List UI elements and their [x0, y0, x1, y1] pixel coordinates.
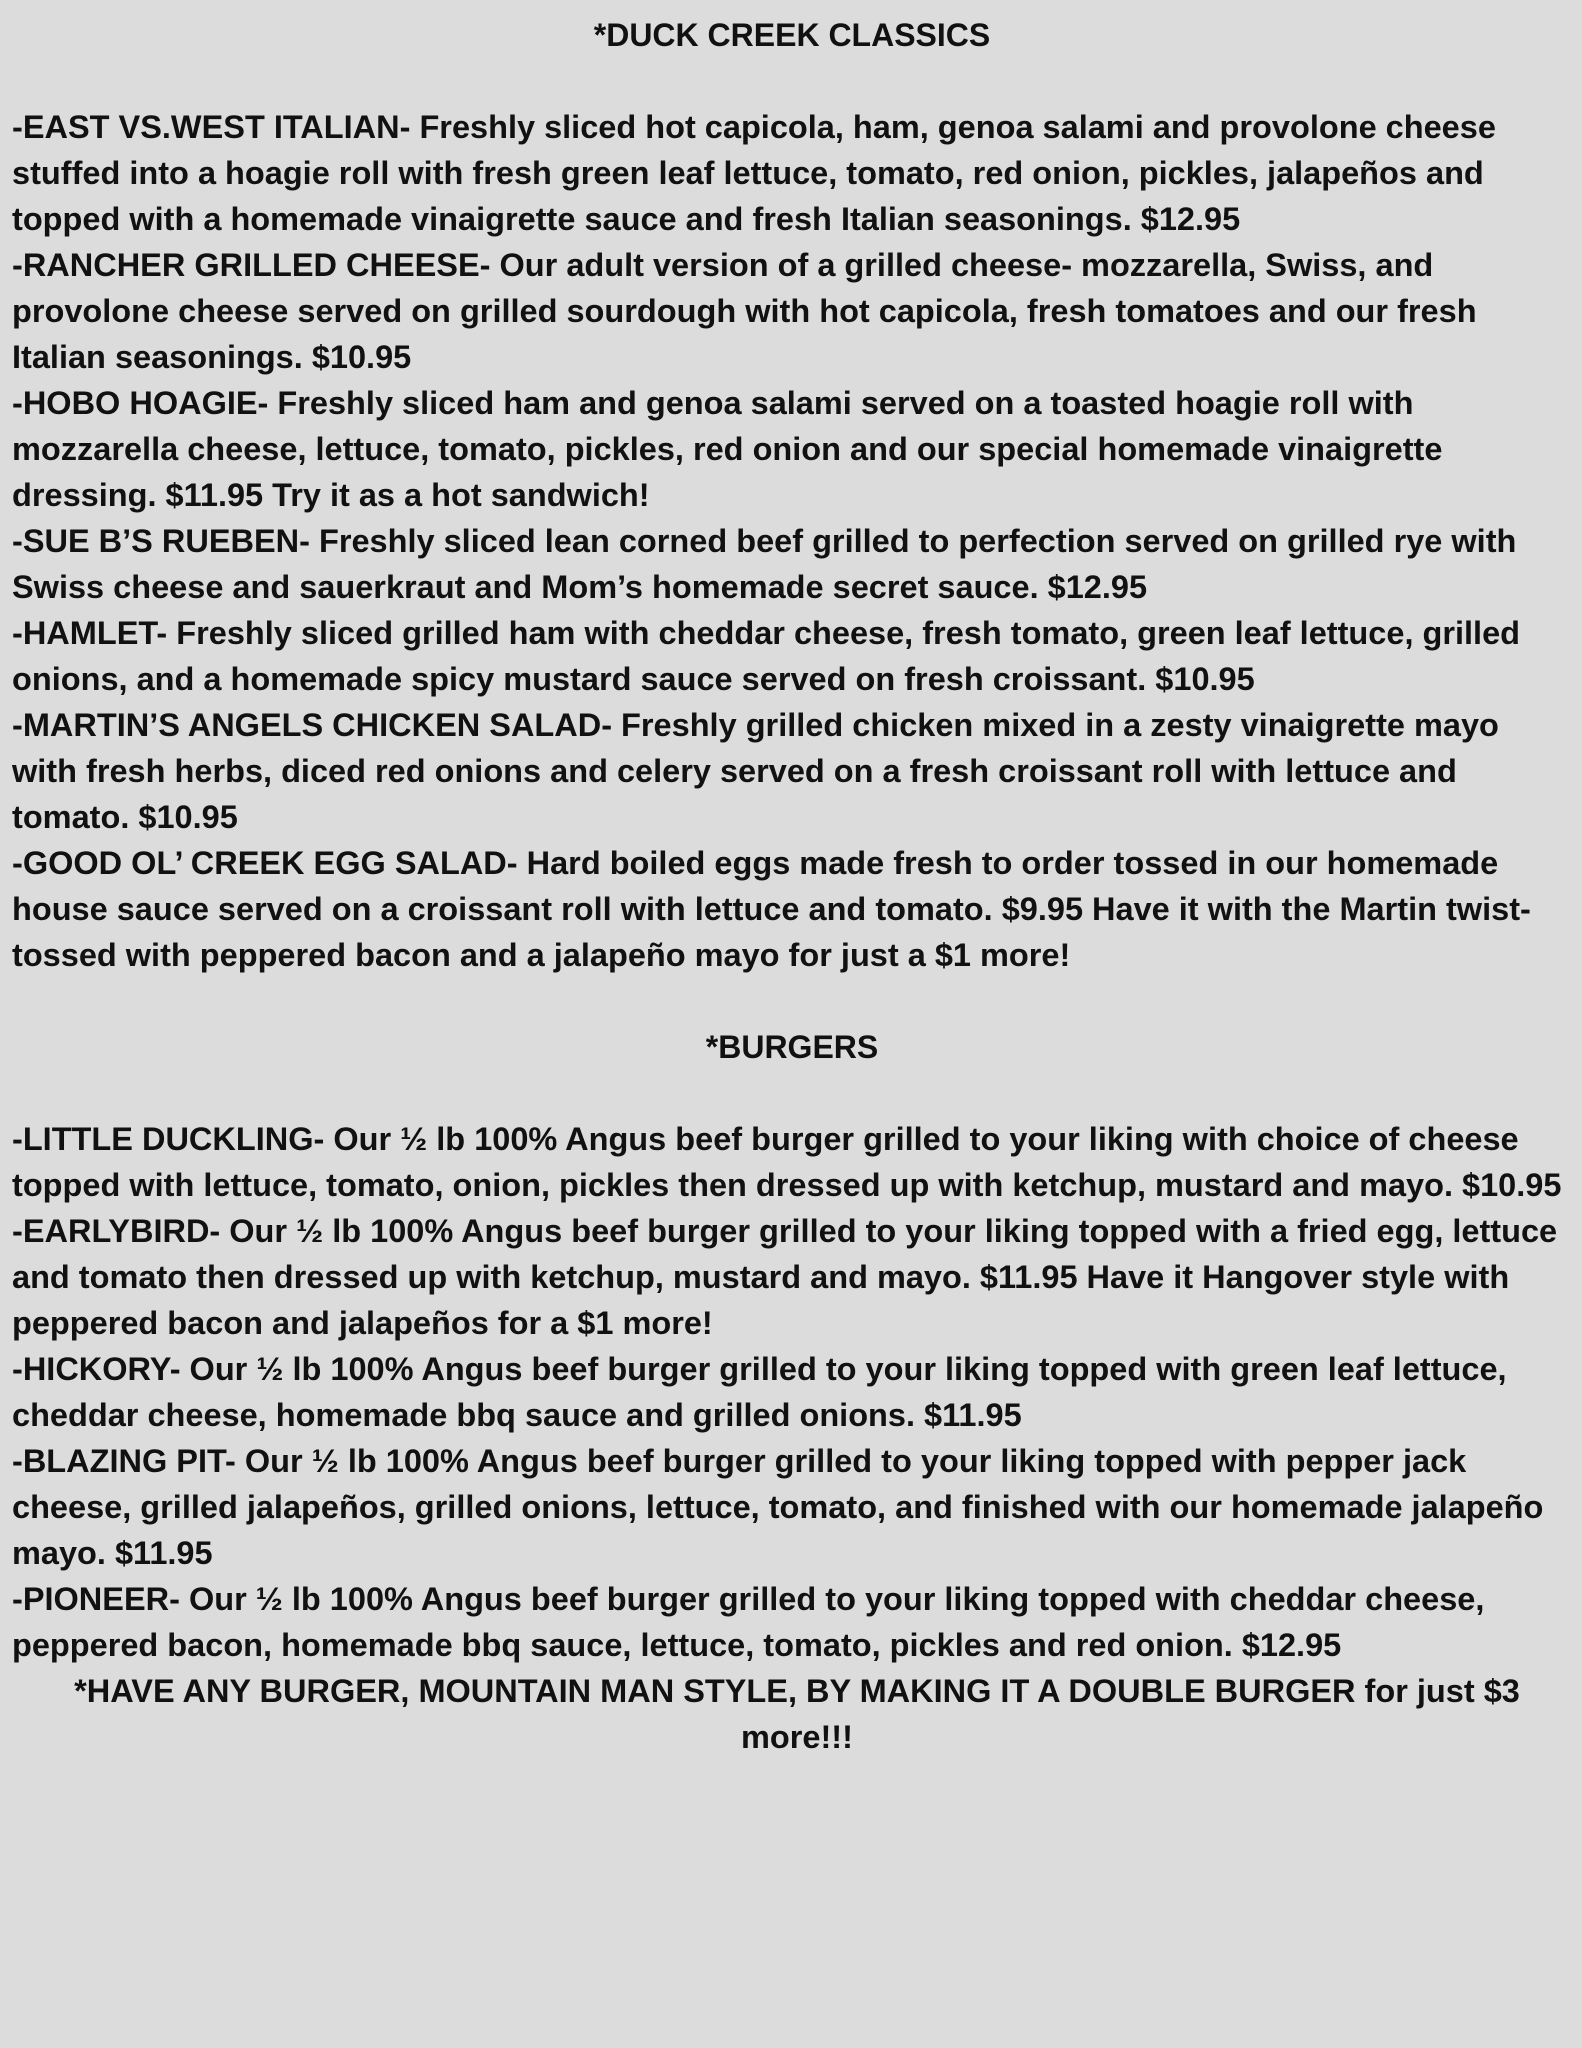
section-title-duck-creek-classics: *DUCK CREEK CLASSICS: [593, 17, 991, 53]
menu-item-good-ol-creek-egg-salad: -GOOD OL’ CREEK EGG SALAD- Hard boiled eggs made fresh to order tossed in our homemade house sauce served on a croissant roll with lettuce and tomato. $9.95 Have it with the Martin twist- tossed with peppered bacon and a jalapeño mayo for just a $1 more!: [12, 845, 1531, 973]
menu-item-earlybird: -EARLYBIRD- Our ½ lb 100% Angus beef burger grilled to your liking topped with a fried egg, lettuce and tomato then dressed up with ketchup, mustard and mayo. $11.95 Have it Hangover style with peppered bacon and jalapeños for a $1 more!: [12, 1213, 1558, 1341]
spacer: [12, 978, 1572, 1024]
spacer: [12, 1070, 1572, 1116]
menu-item-little-duckling: -LITTLE DUCKLING- Our ½ lb 100% Angus beef burger grilled to your liking with choice of cheese topped with lettuce, tomato, onion, pickles then dressed up with ketchup, mustard and mayo. $10.95: [12, 1121, 1562, 1203]
spacer: [12, 58, 1572, 104]
menu-item-hobo-hoagie: -HOBO HOAGIE- Freshly sliced ham and genoa salami served on a toasted hoagie roll with mozzarella cheese, lettuce, tomato, pickles, red onion and our special homemade vinaigrette dressing. $11.95 Try it as a hot sandwich!: [12, 385, 1443, 513]
menu-item-sue-bs-rueben: -SUE B’S RUEBEN- Freshly sliced lean corned beef grilled to perfection served on grilled rye with Swiss cheese and sauerkraut and Mom’s homemade secret sauce. $12.95: [12, 523, 1517, 605]
menu-item-hickory: -HICKORY- Our ½ lb 100% Angus beef burger grilled to your liking topped with green leaf lettuce, cheddar cheese, homemade bbq sauce and grilled onions. $11.95: [12, 1351, 1507, 1433]
duck-creek-classics-list: [12, 104, 1572, 978]
menu-item-hamlet: -HAMLET- Freshly sliced grilled ham with cheddar cheese, fresh tomato, green leaf lettuce, grilled onions, and a homemade spicy mustard sauce served on fresh croissant. $10.95: [12, 615, 1521, 697]
menu-item-blazing-pit: -BLAZING PIT- Our ½ lb 100% Angus beef burger grilled to your liking topped with pepper jack cheese, grilled jalapeños, grilled onions, lettuce, tomato, and finished with our homemade jalapeño mayo. $11.95: [12, 1443, 1544, 1571]
section-title-burgers: *BURGERS: [705, 1029, 879, 1065]
menu-item-east-vs-west-italian: -EAST VS.WEST ITALIAN- Freshly sliced hot capicola, ham, genoa salami and provolone cheese stuffed into a hoagie roll with fresh green leaf lettuce, tomato, red onion, pickles, jalapeños and topped with a homemade vinaigrette sauce and fresh Italian seasonings. $12.95: [12, 109, 1496, 237]
burgers-list: [12, 1116, 1572, 1668]
menu-item-martins-angels-chicken-salad: -MARTIN’S ANGELS CHICKEN SALAD- Freshly grilled chicken mixed in a zesty vinaigrette mayo with fresh herbs, diced red onions and celery served on a fresh croissant roll with lettuce and tomato. $10.95: [12, 707, 1499, 835]
menu-item-rancher-grilled-cheese: -RANCHER GRILLED CHEESE- Our adult version of a grilled cheese- mozzarella, Swiss, and provolone cheese served on grilled sourdough with hot capicola, fresh tomatoes and our fresh Italian seasonings. $10.95: [12, 247, 1477, 375]
mountain-man-style-note: *HAVE ANY BURGER, MOUNTAIN MAN STYLE, BY MAKING IT A DOUBLE BURGER for just $3 more!!!: [74, 1673, 1520, 1755]
menu-item-pioneer: -PIONEER- Our ½ lb 100% Angus beef burger grilled to your liking topped with cheddar cheese, peppered bacon, homemade bbq sauce, lettuce, tomato, pickles and red onion. $12.95: [12, 1581, 1485, 1663]
